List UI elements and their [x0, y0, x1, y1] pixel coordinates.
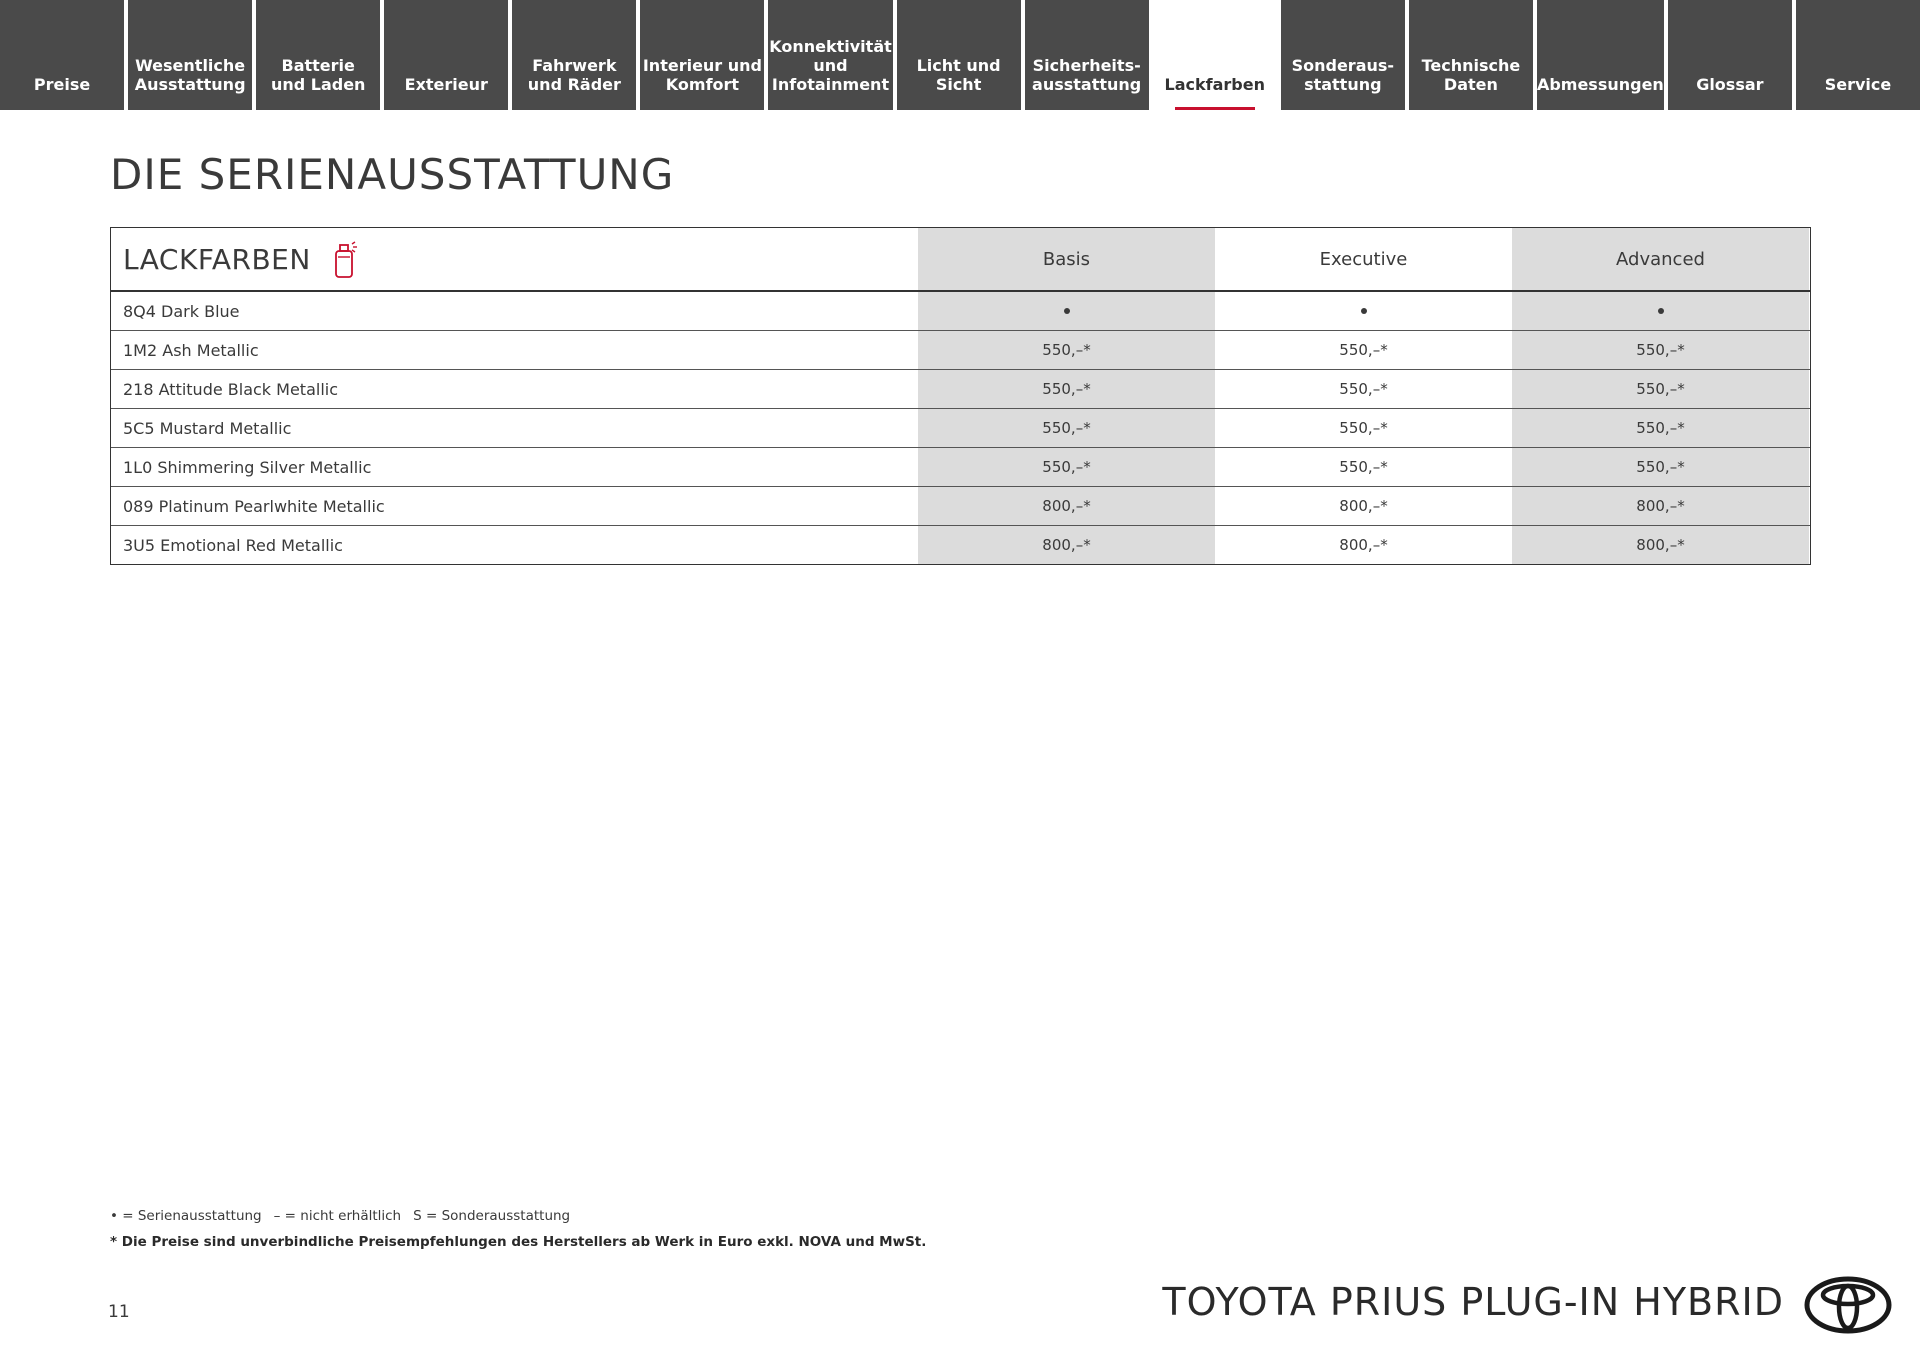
price-cell-executive: 550,–* — [1339, 341, 1388, 359]
tab-glossar[interactable]: Glossar — [1668, 0, 1792, 110]
column-header-basis: Basis — [918, 228, 1215, 290]
color-name-cell: 3U5 Emotional Red Metallic — [123, 535, 343, 555]
table-header-row — [111, 228, 1810, 292]
tab-technische-daten[interactable]: Technische Daten — [1409, 0, 1533, 110]
table-row — [111, 486, 1810, 525]
toyota-logo-icon — [1804, 1276, 1892, 1334]
price-cell-basis: 550,–* — [918, 409, 1215, 447]
legend-item: – = nicht erhältlich — [273, 1208, 402, 1224]
price-cell-executive: 550,–* — [1339, 380, 1388, 398]
section-header-cell — [111, 228, 918, 290]
legend-item: • = Serienausstattung — [110, 1208, 262, 1224]
page-title: DIE SERIENAUSSTATTUNG — [110, 150, 675, 199]
column-header-executive: Executive — [1319, 248, 1408, 270]
table-body — [111, 292, 1810, 564]
color-name-cell: 089 Platinum Pearlwhite Metallic — [123, 496, 385, 516]
price-cell-executive — [1215, 292, 1512, 330]
tab-sonderaus-stattung[interactable]: Sonderaus- stattung — [1281, 0, 1405, 110]
tab-exterieur[interactable]: Exterieur — [384, 0, 508, 110]
price-note: * Die Preise sind unverbindliche Preisempfehlungen des Herstellers ab Werk in Euro exkl. NOVA und MwSt. — [110, 1234, 927, 1250]
price-cell-basis: 550,–* — [918, 370, 1215, 408]
price-cell-advanced: 550,–* — [1512, 448, 1809, 486]
price-cell-advanced: 550,–* — [1512, 409, 1809, 447]
price-cell-advanced: 800,–* — [1512, 526, 1809, 564]
price-cell-executive: 550,–* — [1339, 419, 1388, 437]
standard-dot-icon — [1361, 308, 1367, 314]
price-cell-basis: 550,–* — [918, 331, 1215, 369]
tab-konnektivität-und-infotainment[interactable]: Konnektivität und Infotainment — [768, 0, 892, 110]
table-row — [111, 292, 1810, 330]
price-cell-basis — [918, 292, 1215, 330]
legend-item: S = Sonderausstattung — [413, 1208, 571, 1224]
price-cell-advanced: 550,–* — [1512, 370, 1809, 408]
price-cell-basis: 800,–* — [918, 526, 1215, 564]
color-name-cell: 8Q4 Dark Blue — [123, 301, 240, 321]
brand-name: TOYOTA PRIUS PLUG-IN HYBRID — [1162, 1280, 1784, 1324]
tab-preise[interactable]: Preise — [0, 0, 124, 110]
paint-colors-table — [110, 227, 1811, 565]
color-name-cell: 1M2 Ash Metallic — [123, 340, 259, 360]
tab-fahrwerk-und-räder[interactable]: Fahrwerk und Räder — [512, 0, 636, 110]
column-header-advanced: Advanced — [1512, 228, 1809, 290]
page-number: 11 — [108, 1302, 130, 1322]
price-cell-advanced — [1512, 292, 1809, 330]
price-cell-basis: 550,–* — [918, 448, 1215, 486]
tab-lackfarben[interactable]: Lackfarben — [1153, 0, 1277, 110]
color-name-cell: 5C5 Mustard Metallic — [123, 418, 292, 438]
tab-service[interactable]: Service — [1796, 0, 1920, 110]
table-row — [111, 369, 1810, 408]
table-row — [111, 525, 1810, 564]
tab-interieur-und-komfort[interactable]: Interieur und Komfort — [640, 0, 764, 110]
price-cell-executive: 800,–* — [1339, 497, 1388, 515]
tab-licht-und-sicht[interactable]: Licht und Sicht — [897, 0, 1021, 110]
tab-abmessungen[interactable]: Abmessungen — [1537, 0, 1664, 110]
section-title: LACKFARBEN — [123, 242, 311, 276]
tab-sicherheits-ausstattung[interactable]: Sicherheits- ausstattung — [1025, 0, 1149, 110]
tab-wesentliche-ausstattung[interactable]: Wesentliche Ausstattung — [128, 0, 252, 110]
price-cell-executive: 550,–* — [1339, 458, 1388, 476]
price-cell-executive: 800,–* — [1339, 536, 1388, 554]
top-navigation — [0, 0, 1920, 110]
standard-dot-icon — [1064, 308, 1070, 314]
price-cell-advanced: 800,–* — [1512, 487, 1809, 525]
legend — [110, 1208, 582, 1224]
standard-dot-icon — [1658, 308, 1664, 314]
color-name-cell: 218 Attitude Black Metallic — [123, 379, 339, 399]
table-row — [111, 447, 1810, 486]
color-name-cell: 1L0 Shimmering Silver Metallic — [123, 457, 372, 477]
table-row — [111, 408, 1810, 447]
price-cell-basis: 800,–* — [918, 487, 1215, 525]
spray-can-icon — [331, 239, 361, 279]
tab-batterie-und-laden[interactable]: Batterie und Laden — [256, 0, 380, 110]
price-cell-advanced: 550,–* — [1512, 331, 1809, 369]
table-row — [111, 330, 1810, 369]
